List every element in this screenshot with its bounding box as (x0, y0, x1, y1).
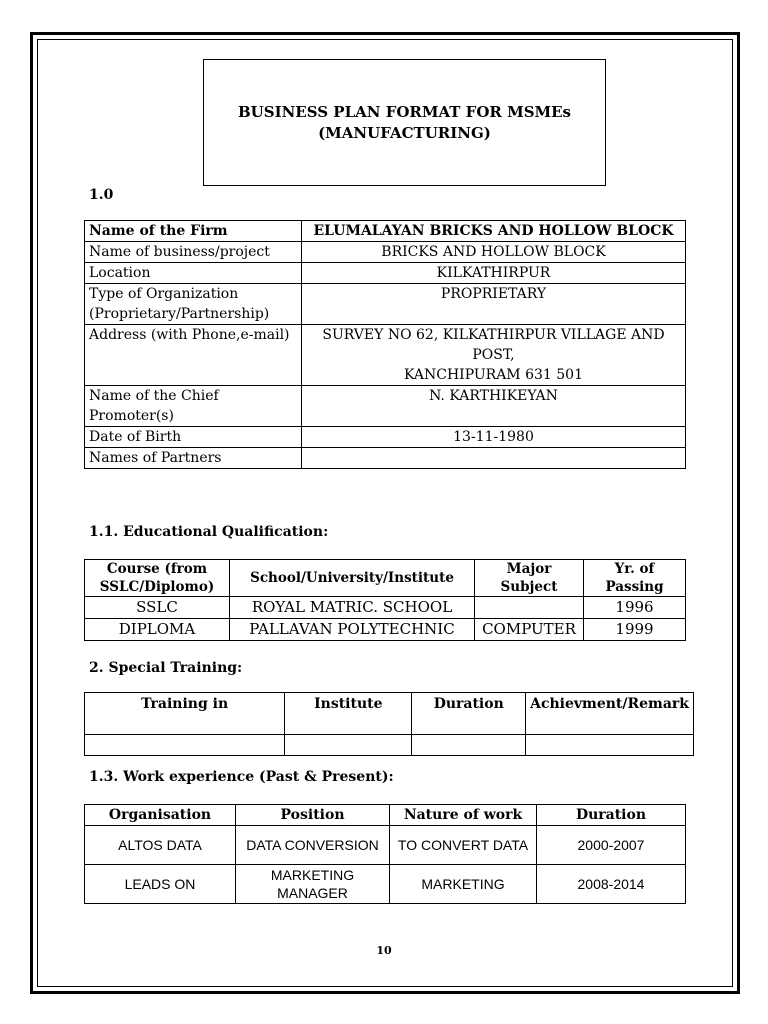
table-header-row (85, 560, 686, 597)
column-header: Duration (537, 805, 686, 826)
column-header: School/University/Institute (230, 560, 475, 597)
education-heading: 1.1. Educational Qualification: (89, 524, 329, 540)
education-table (84, 559, 686, 641)
organization-type-value: PROPRIETARY (302, 284, 686, 325)
table-cell: DATA CONVERSION (236, 826, 390, 865)
work-experience-heading: 1.3. Work experience (Past & Present): (89, 769, 394, 785)
firm-details-table (84, 220, 686, 469)
training-table (84, 692, 694, 756)
table-cell (475, 597, 584, 619)
table-header-row (85, 693, 694, 735)
location-value: KILKATHIRPUR (302, 263, 686, 284)
column-header: Course (from SSLC/Diplomo) (85, 560, 230, 597)
table-cell: MARKETING (390, 865, 537, 904)
table-row (85, 597, 686, 619)
organization-type-label: Type of Organization (Proprietary/Partnership) (85, 284, 302, 325)
document-title-box (203, 59, 606, 186)
address-line1: SURVEY NO 62, KILKATHIRPUR VILLAGE AND POST, (322, 327, 665, 363)
column-header: Training in (85, 693, 285, 735)
column-header: Achievment/Remark (526, 693, 694, 735)
section-1-0-heading: 1.0 (89, 187, 114, 203)
column-header: Organisation (85, 805, 236, 826)
firm-name-label: Name of the Firm (85, 221, 302, 242)
business-label: Name of business/project (85, 242, 302, 263)
table-row (85, 221, 686, 242)
table-cell: 2008-2014 (537, 865, 686, 904)
firm-name-value: ELUMALAYAN BRICKS AND HOLLOW BLOCK (302, 221, 686, 242)
document-title-line2: (MANUFACTURING) (318, 123, 491, 142)
date-of-birth-value: 13-11-1980 (302, 427, 686, 448)
table-row (85, 735, 694, 756)
table-cell: SSLC (85, 597, 230, 619)
table-cell: DIPLOMA (85, 619, 230, 641)
column-header: Major Subject (475, 560, 584, 597)
page-number: 10 (376, 944, 392, 957)
partners-label: Names of Partners (85, 448, 302, 469)
table-cell: TO CONVERT DATA (390, 826, 537, 865)
table-cell (412, 735, 526, 756)
column-header: Nature of work (390, 805, 537, 826)
table-row (85, 263, 686, 284)
table-row (85, 284, 686, 325)
address-label: Address (with Phone,e-mail) (85, 325, 302, 386)
table-cell (285, 735, 412, 756)
column-header: Position (236, 805, 390, 826)
table-cell: LEADS ON (85, 865, 236, 904)
table-row (85, 619, 686, 641)
address-value (302, 325, 686, 386)
table-cell: COMPUTER (475, 619, 584, 641)
business-value: BRICKS AND HOLLOW BLOCK (302, 242, 686, 263)
table-cell: PALLAVAN POLYTECHNIC (230, 619, 475, 641)
column-header: Duration (412, 693, 526, 735)
table-cell (526, 735, 694, 756)
table-cell: 1999 (584, 619, 686, 641)
table-row (85, 386, 686, 427)
table-cell: MARKETING MANAGER (236, 865, 390, 904)
address-line2: KANCHIPURAM 631 501 (403, 367, 583, 383)
table-cell: 2000-2007 (537, 826, 686, 865)
table-cell (85, 735, 285, 756)
date-of-birth-label: Date of Birth (85, 427, 302, 448)
table-cell: ALTOS DATA (85, 826, 236, 865)
table-row (85, 242, 686, 263)
table-row (85, 448, 686, 469)
table-row (85, 325, 686, 386)
chief-promoter-value: N. KARTHIKEYAN (302, 386, 686, 427)
document-title-line1: BUSINESS PLAN FORMAT FOR MSMEs (237, 102, 572, 121)
table-row (85, 865, 686, 904)
partners-value (302, 448, 686, 469)
location-label: Location (85, 263, 302, 284)
table-cell: 1996 (584, 597, 686, 619)
column-header: Yr. of Passing (584, 560, 686, 597)
table-row (85, 826, 686, 865)
training-heading: 2. Special Training: (89, 660, 243, 676)
chief-promoter-label: Name of the Chief Promoter(s) (85, 386, 302, 427)
column-header: Institute (285, 693, 412, 735)
table-row (85, 427, 686, 448)
work-experience-table (84, 804, 686, 904)
table-cell: ROYAL MATRIC. SCHOOL (230, 597, 475, 619)
table-header-row (85, 805, 686, 826)
